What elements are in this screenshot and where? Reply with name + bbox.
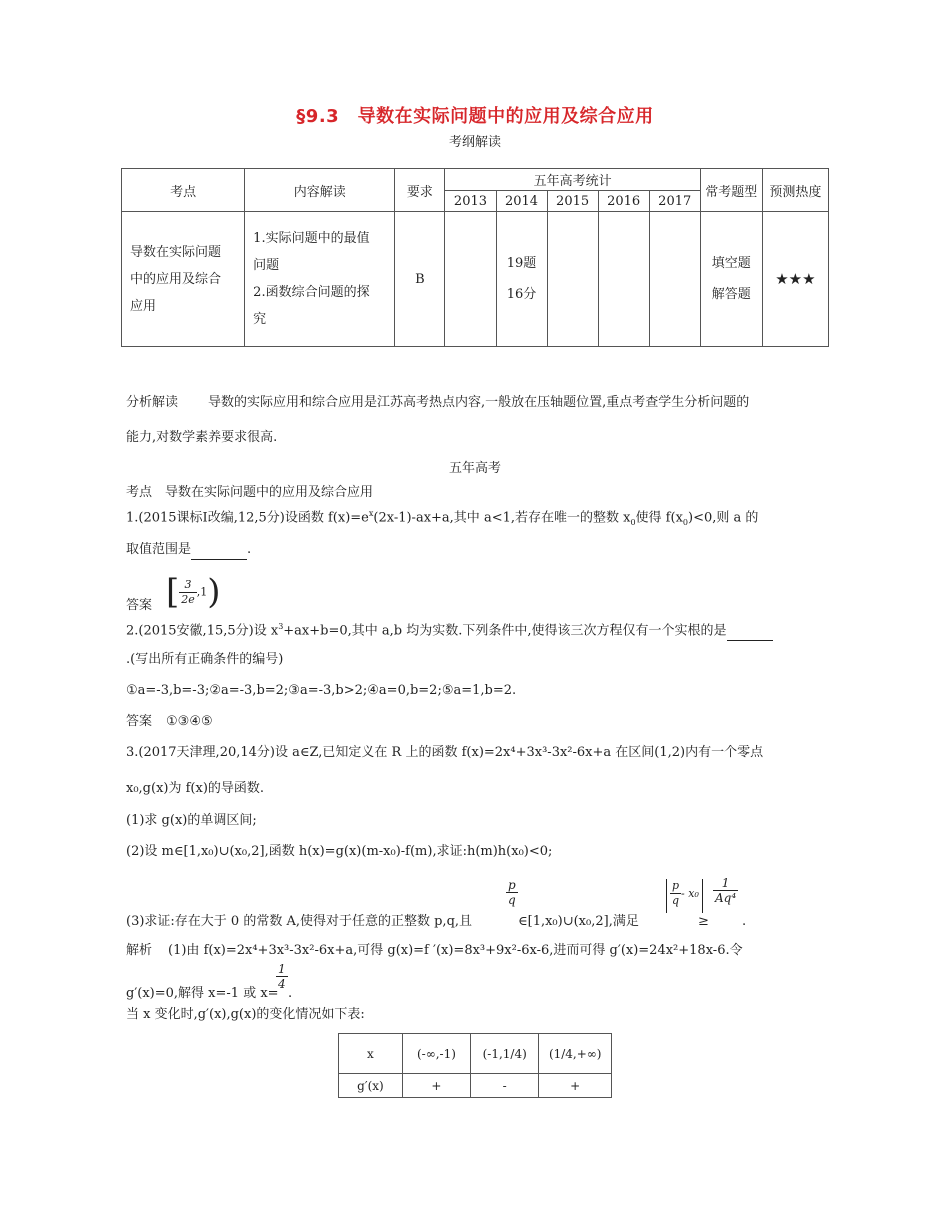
q2-answer: 答案 ①③④⑤ — [126, 714, 213, 729]
q1-answer-label: 答案 — [126, 598, 153, 613]
row-2017 — [649, 212, 700, 347]
q3-frac-pq: $\frac{p}{q}$ — [508, 878, 516, 907]
row-redu: ★★★ — [762, 212, 828, 347]
change-table — [338, 1033, 612, 1098]
row-kaodian: 导数在实际问题 中的应用及综合 应用 — [122, 212, 245, 347]
q3-part3-d: . — [742, 914, 747, 929]
q3-part3-a: (3)求证:存在大于 0 的常数 A,使得对于任意的正整数 p,q,且 — [126, 914, 473, 929]
year-2014: 2014 — [496, 191, 547, 212]
cell-interval-2: (-1,1/4) — [470, 1034, 538, 1074]
analysis-label: 分析解读 — [126, 395, 179, 410]
year-2016: 2016 — [598, 191, 649, 212]
header-tongji: 五年高考统计 — [445, 169, 700, 191]
q3-part3-b: ∈[1,x₀)∪(x₀,2],满足 — [518, 914, 639, 929]
analysis-line2: 能力,对数学素养要求很高. — [126, 430, 278, 445]
header-redu: 预测热度 — [762, 169, 828, 212]
q3-part3-c: ≥ — [698, 914, 709, 929]
q2-line2: .(写出所有正确条件的编号) — [126, 652, 284, 667]
kaodian-line: 考点 导数在实际问题中的应用及综合应用 — [126, 485, 374, 500]
row-2015 — [547, 212, 598, 347]
q3-abs-expr: $\frac{p}{q}$ - x₀ — [666, 879, 703, 913]
solution-line2-end: . — [288, 986, 293, 1001]
q2-options: ①a=-3,b=-3;②a=-3,b=2;③a=-3,b>2;④a=0,b=2;⑤a=1,b=2. — [126, 683, 517, 698]
cell-sign-1: + — [402, 1074, 470, 1098]
row-tixing: 填空题 解答题 — [700, 212, 762, 347]
header-tixing: 常考题型 — [700, 169, 762, 212]
solution-line1: 解析 (1)由 f(x)=2x⁴+3x³-3x²-6x+a,可得 g(x)=f ′(x)=8x³+9x²-6x-6,进而可得 g′(x)=24x²+18x-6.令 — [126, 943, 743, 958]
year-2015: 2015 — [547, 191, 598, 212]
analysis-line1: 分析解读 导数的实际应用和综合应用是江苏高考热点内容,一般放在压轴题位置,重点考查学生分析问题的 — [126, 395, 750, 410]
q1-answer: [ $\frac{3}{2e}$ ,1) — [166, 572, 221, 612]
solution-line2: g′(x)=0,解得 x=-1 或 x= — [126, 986, 279, 1001]
row-2013 — [445, 212, 496, 347]
year-2017: 2017 — [649, 191, 700, 212]
row-neirong: 1.实际问题中的最值 问题 2.函数综合问题的探 究 — [245, 212, 395, 347]
cell-sign-3: + — [539, 1074, 612, 1098]
cell-x: x — [339, 1034, 403, 1074]
q1-line1: 1.(2015课标Ⅰ改编,12,5分)设函数 $f(x)=e^x(2x-1)-ax+a$,其中 a<1,若存在唯一的整数 $x_0$使得 $f(x_0)<0$,则 a 的 — [126, 509, 759, 527]
q3-line1: 3.(2017天津理,20,14分)设 a∈Z,已知定义在 R 上的函数 f(x)=2x⁴+3x³-3x²-6x+a 在区间(1,2)内有一个零点 — [126, 745, 764, 760]
q3-frac-aq: $\frac{1}{\text{Aq⁴}}$ — [715, 876, 737, 905]
q2-line1: 2.(2015安徽,15,5分)设 $x^3+ax+b=0$,其中 a,b 均为实数.下列条件中,使得该三次方程仅有一个实根的是 — [126, 618, 773, 641]
q3-line2: x₀,g(x)为 f(x)的导函数. — [126, 781, 265, 796]
solution-frac: $\frac{1}{4}$ — [278, 962, 286, 991]
year-2013: 2013 — [445, 191, 496, 212]
row-2016 — [598, 212, 649, 347]
q3-part1: (1)求 g(x)的单调区间; — [126, 813, 257, 828]
q3-part2: (2)设 m∈[1,x₀)∪(x₀,2],函数 h(x)=g(x)(m-x₀)-f(m),求证:h(m)h(x₀)<0; — [126, 844, 553, 859]
q1-blank — [191, 541, 247, 560]
row-2014: 19题 16分 — [496, 212, 547, 347]
q1-line2: 取值范围是 . — [126, 541, 251, 560]
q2-blank — [727, 622, 773, 641]
header-neirong: 内容解读 — [245, 169, 395, 212]
syllabus-table — [121, 168, 829, 347]
header-kaodian: 考点 — [122, 169, 245, 212]
solution-line3: 当 x 变化时,g′(x),g(x)的变化情况如下表: — [126, 1007, 365, 1022]
section-heading: 五年高考 — [448, 461, 501, 476]
cell-gprime: g′(x) — [339, 1074, 403, 1098]
cell-interval-3: (1/4,+∞) — [539, 1034, 612, 1074]
header-yaoqiu: 要求 — [395, 169, 445, 212]
cell-interval-1: (-∞,-1) — [402, 1034, 470, 1074]
syllabus-subtitle: 考纲解读 — [448, 135, 501, 150]
cell-sign-2: - — [470, 1074, 538, 1098]
page-title: §9.3 导数在实际问题中的应用及综合应用 — [296, 106, 654, 127]
row-yaoqiu: B — [395, 212, 445, 347]
